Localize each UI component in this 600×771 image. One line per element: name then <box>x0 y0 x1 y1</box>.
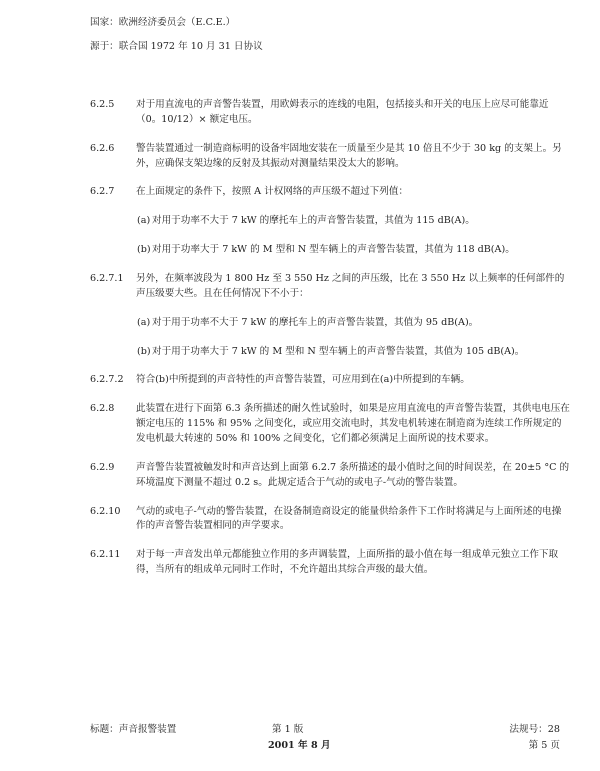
footer-edition: 第 1 版 <box>272 724 304 735</box>
clause-6-2-9 <box>90 461 570 491</box>
list-item-6-2-7-1-b <box>90 345 570 360</box>
clause-number: 6.2.10 <box>90 505 121 517</box>
item-text: 对用于功率大于 7 kW 的 M 型和 N 型车辆上的声音警告装置，其值为 118 dB(A)。 <box>152 244 515 256</box>
clause-number: 6.2.7.2 <box>90 374 124 386</box>
clause-text: 警告装置通过一制造商标明的设备牢固地安装在一质量至少是其 10 倍且不少于 30 kg 的支架上。另外，应确保支架边缘的反射及其振动对测量结果没太大的影响。 <box>136 142 562 169</box>
item-label: (a) <box>137 316 151 328</box>
header-source: 源于：联合国 1972 年 10 月 31 日协议 <box>90 40 263 52</box>
clause-text: 符合(b)中所提到的声音特性的声音警告装置，可应用到在(a)中所提到的车辆。 <box>136 374 470 386</box>
clause-6-2-6 <box>90 142 570 172</box>
clause-6-2-11 <box>90 548 570 578</box>
list-item-6-2-7-a <box>90 214 570 229</box>
clause-6-2-7-1 <box>90 272 570 302</box>
clause-text: 气动的或电子-气动的警告装置，在设备制造商设定的能量供给条件下工作时将满足与上面所述的电操作的声音警告装置相同的声学要求。 <box>136 505 562 532</box>
footer-title: 标题：声音报警装置 <box>90 724 177 735</box>
clause-6-2-5 <box>90 98 570 128</box>
footer-page-number: 第 5 页 <box>528 740 560 751</box>
item-label: (b) <box>137 244 151 256</box>
clause-6-2-7-2 <box>90 373 570 388</box>
clause-text: 对于用直流电的声音警告装置，用欧姆表示的连线的电阻，包括接头和开关的电压上应尽可能靠近（0。10/12）× 额定电压。 <box>136 99 549 125</box>
header-country: 国家：欧洲经济委员会（E.C.E.） <box>90 17 236 28</box>
list-item-6-2-7-1-a <box>90 316 570 331</box>
clause-text: 此装置在进行下面第 6.3 条所描述的耐久性试验时，如果是应用直流电的声音警告装置，其供电电压在额定电压的 115% 和 95% 之间变化，或应用交流电时，其发电机转速在制造商为连续工作所规定的发电机最大转速的 50% 和 100% 之间变化，它们都必须满足上面所说的技术要求。 <box>136 403 570 445</box>
page-header <box>90 16 570 64</box>
clause-number: 6.2.9 <box>90 461 115 473</box>
clause-text: 在上面规定的条件下，按照 A 计权网络的声压级不超过下列值： <box>136 186 409 198</box>
clause-number: 6.2.7 <box>90 186 115 198</box>
clause-number: 6.2.6 <box>90 142 115 154</box>
item-text: 对用于功率不大于 7 kW 的摩托车上的声音警告装置，其值为 115 dB(A)。 <box>152 215 475 227</box>
item-text: 对于用于功率大于 7 kW 的 M 型和 N 型车辆上的声音警告装置，其值为 105 dB(A)。 <box>152 345 525 357</box>
clause-text: 声音警告装置被触发时和声音达到上面第 6.2.7 条所描述的最小值时之间的时间误差，在 20±5 °C 的环境温度下测量不超过 0.2 s。此规定适合于气动的或电子-气动的警告装置。 <box>136 461 570 488</box>
clause-number: 6.2.5 <box>90 99 115 110</box>
footer-date: 2001 年 8 月 <box>268 740 331 751</box>
item-label: (a) <box>137 215 151 227</box>
page-footer <box>90 723 560 763</box>
document-body <box>90 98 570 592</box>
clause-6-2-8 <box>90 402 570 447</box>
clause-text: 对于每一声音发出单元都能独立作用的多声调装置，上面所指的最小值在每一组成单元独立工作下取得，当所有的组成单元同时工作时，不允许超出其综合声级的最大值。 <box>136 549 559 576</box>
clause-text: 另外，在频率波段为 1 800 Hz 至 3 550 Hz 之间的声压级，比在 3 550 Hz 以上频率的任何部件的声压级要大些。且在任何情况下不小于： <box>136 273 565 299</box>
item-text: 对于用于功率不大于 7 kW 的摩托车上的声音警告装置，其值为 95 dB(A)。 <box>152 316 479 328</box>
clause-number: 6.2.11 <box>90 549 121 561</box>
clause-number: 6.2.7.1 <box>90 273 124 285</box>
list-item-6-2-7-b <box>90 243 570 258</box>
clause-number: 6.2.8 <box>90 403 115 415</box>
item-label: (b) <box>137 345 151 357</box>
clause-6-2-10 <box>90 505 570 535</box>
clause-6-2-7 <box>90 185 570 200</box>
footer-regulation-number: 法规号：28 <box>509 724 560 735</box>
